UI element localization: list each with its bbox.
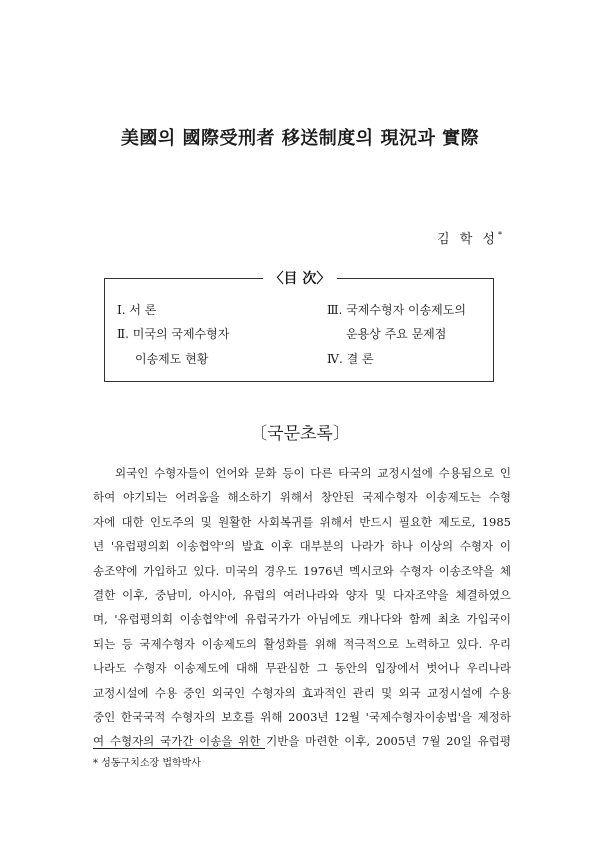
footnote-divider (93, 748, 265, 749)
abstract-line: 교정시설에 수용 중인 외국인 수형자의 효과적인 관리 및 외국 교정시설에 수용 (93, 685, 511, 700)
toc-item-3-cont: 운용상 주요 문제점 (346, 327, 447, 341)
abstract-line: 년 '유럽평의회 이송협약'의 발효 이후 대부분의 나라가 하나 이상의 수형자 이 (93, 539, 511, 554)
abstract-line: 결한 이후, 중남미, 아시아, 유럽의 여러나라와 양자 및 다자조약을 체결하였으 (93, 588, 511, 603)
toc-heading: 〈目 次〉 (269, 271, 331, 287)
abstract-heading: 〔국문초록〕 (250, 424, 350, 444)
abstract-line: 중인 한국국적 수형자의 보호를 위해 2003년 12월 '국제수형자이송법'을 제정하 (93, 710, 511, 725)
abstract-line: 송조약에 가입하고 있다. 미국의 경우도 1976년 멕시코와 수형자 이송조약을 체 (93, 563, 511, 578)
author-name: 김 학 성 (437, 232, 498, 247)
abstract-body (93, 461, 511, 754)
toc-item-3: Ⅲ. 국제수형자 이송제도의 (327, 303, 466, 317)
author (437, 228, 502, 247)
abstract-line: 외국인 수형자들이 언어와 문화 등이 다른 타국의 교정시설에 수용됨으로 인 (115, 466, 511, 480)
abstract-line: 며, '유럽평의회 이송협약'에 유럽국가가 아님에도 캐나다와 함께 최초 가입국이 (93, 612, 511, 627)
abstract-line: 자에 대한 인도주의 및 원활한 사회복귀를 위해서 반드시 필요한 제도로, 1985 (93, 514, 511, 529)
author-footnote-mark: * (498, 230, 502, 240)
abstract-line: 되는 등 국제수형자 이송제도의 활성화를 위해 적극적으로 노력하고 있다. 우리 (93, 636, 511, 651)
abstract-line: 하여 야기되는 어려움을 해소하기 위해서 창안된 국제수형자 이송제도는 수형 (93, 490, 511, 505)
abstract-line: 여 수형자의 국가간 이송을 위한 기반을 마련한 이후, 2005년 7월 20일 유럽평 (93, 734, 511, 749)
footnote: * 성동구치소장 법학박사 (93, 758, 201, 769)
toc-item-2-cont: 이송제도 현황 (135, 352, 209, 366)
toc-item-4: Ⅳ. 결 론 (327, 352, 374, 366)
abstract-line: 나라도 수형자 이송제도에 대해 무관심한 그 동안의 입장에서 벗어나 우리나라 (93, 661, 511, 676)
toc-item-2: Ⅱ. 미국의 국제수형자 (117, 327, 230, 341)
paper-title: 美國의 國際受刑者 移送制度의 現況과 實際 (120, 128, 480, 149)
toc-item-1: Ⅰ. 서 론 (117, 303, 157, 317)
